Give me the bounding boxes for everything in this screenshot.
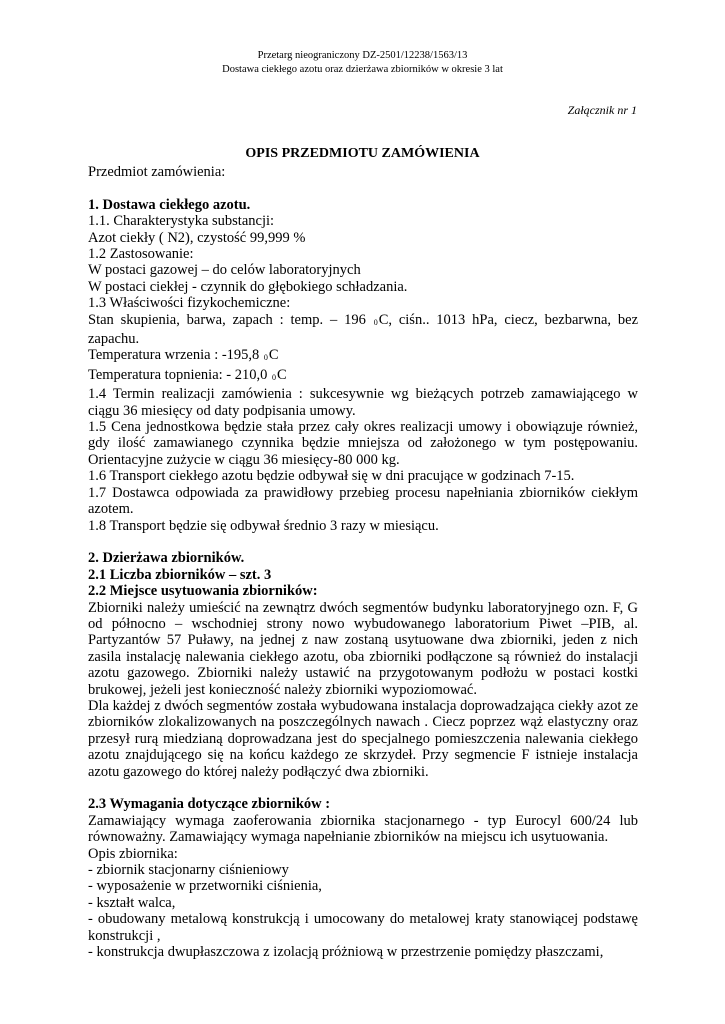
melting-point-value: Temperatura topnienia: - 210,0	[88, 366, 268, 383]
use-liquid: W postaci ciekłej - czynnik do głębokiego schładzania.	[88, 278, 408, 295]
degree-mark: 0	[263, 353, 268, 363]
installation-paragraph: Dla każdej z dwóch segmentów została wybudowana instalacja doprowadzająca ciekły azot ze zbiorników zlokalizowanych na poszczególnych nawach . Ciecz poprzez wąż elastyczny oraz przesył rurą miedzianą doprowadzana jest do specjalnego pomieszczenia nalewania ciekłego azotu znajdującego się na końcu każdego ze skrzydeł. Przy segmencie F istnieje instalacja azotu gazowego do której należy podłączyć dwa zbiorniki.	[88, 697, 638, 780]
section-1-1: 1.1. Charakterystyka substancji:	[88, 213, 275, 230]
annex-label: Załącznik nr 1	[567, 103, 637, 117]
melting-point-unit: C	[277, 366, 287, 383]
section-1-heading: 1. Dostawa ciekłego azotu.	[88, 196, 251, 213]
list-item: - zbiornik stacjonarny ciśnieniowy	[88, 862, 289, 879]
section-1-4: 1.4 Termin realizacji zamówienia : sukcesywnie wg bieżących potrzeb zamawiającego w ciągu 36 miesięcy od daty podpisania umowy.	[88, 386, 638, 419]
boiling-point-value: Temperatura wrzenia : -195,8	[88, 347, 260, 364]
section-2-1: 2.1 Liczba zbiorników – szt. 3	[88, 566, 272, 583]
requirements-paragraph: Zamawiający wymaga zaoferowania zbiornika stacjonarnego - typ Eurocyl 600/24 lub równoważny. Zamawiający wymaga napełnianie zbiorników na miejscu ich usytuowania.	[88, 812, 638, 846]
list-item: - wyposażenie w przetworniki ciśnienia,	[88, 878, 322, 895]
use-gas: W postaci gazowej – do celów laboratoryjnych	[88, 262, 361, 279]
document-title: OPIS PRZEDMIOTU ZAMÓWIENIA	[245, 146, 480, 161]
subject-label: Przedmiot zamówienia:	[88, 164, 226, 180]
placement-paragraph: Zbiorniki należy umieścić na zewnątrz dwóch segmentów budynku laboratoryjnego ozn. F, G od północno – wschodniej strony nowo wybudowanego laboratorium Piwet –PIB, al. Partyzantów 57 Puławy, na jednej z naw zostaną usytuowane dwa zbiorniki, jeden z nich zasila instalację nalewania ciekłego azotu, oba zbiorniki podłączone są również do instalacji azotu gazowego. Zbiorniki należy ustawić na przygotowanym podłożu w postaci kostki brukowej, jeżeli jest konieczność należy zbiorniki wypoziomować.	[88, 599, 638, 698]
list-item: - kształt walca,	[88, 894, 176, 911]
header-line-1: Przetarg nieograniczony DZ-2501/12238/1563/13	[257, 50, 468, 61]
degree-mark: 0	[272, 372, 276, 382]
physical-state	[88, 312, 638, 348]
section-1-2: 1.2 Zastosowanie:	[88, 246, 194, 263]
section-1-7: 1.7 Dostawca odpowiada za prawidłowy przebieg procesu napełniania zbiorników ciekłym azotem.	[88, 484, 638, 518]
section-1-6: 1.6 Transport ciekłego azotu będzie odbywał się w dni pracujące w godzinach 7-15.	[88, 468, 575, 485]
section-1-5: 1.5 Cena jednostkowa będzie stała przez cały okres realizacji umowy i obowiązuje również, gdy ilość zamawianego czynnika będzie mniejsza od założonego w tym postępowaniu. Orientacyjne zużycie w ciągu 36 miesięcy-80 000 kg.	[88, 419, 638, 468]
section-2-heading: 2. Dzierżawa zbiorników.	[88, 550, 245, 567]
physical-state-a: Stan skupienia, barwa, zapach : temp. – 196	[88, 311, 366, 328]
section-2-3: 2.3 Wymagania dotyczące zbiorników :	[88, 796, 331, 813]
header-line-2: Dostawa ciekłego azotu oraz dzierżawa zbiorników w okresie 3 lat	[222, 64, 503, 75]
section-1-3: 1.3 Właściwości fizykochemiczne:	[88, 295, 291, 312]
section-1-8: 1.8 Transport będzie się odbywał średnio 3 razy w miesiącu.	[88, 517, 439, 534]
boiling-point-unit: C	[268, 347, 279, 364]
tank-description-label: Opis zbiornika:	[88, 845, 178, 862]
nitrogen-purity: Azot ciekły ( N2), czystość 99,999 %	[88, 229, 306, 246]
list-item: - obudowany metalową konstrukcją i umocowany do metalowej kraty stanowiącej podstawę konstrukcji ,	[88, 911, 638, 944]
list-item: - konstrukcja dwupłaszczowa z izolacją próżniową w przestrzenie pomiędzy płaszczami,	[88, 944, 604, 961]
document-body	[88, 164, 638, 960]
melting-point	[88, 367, 638, 386]
degree-mark: 0	[373, 317, 378, 327]
boiling-point	[88, 347, 638, 366]
physical-state-b: C, ciśn.. 1013 hPa, ciecz, bezbarwna, bez zapachu.	[88, 311, 639, 348]
section-2-2: 2.2 Miejsce usytuowania zbiorników:	[88, 583, 318, 600]
